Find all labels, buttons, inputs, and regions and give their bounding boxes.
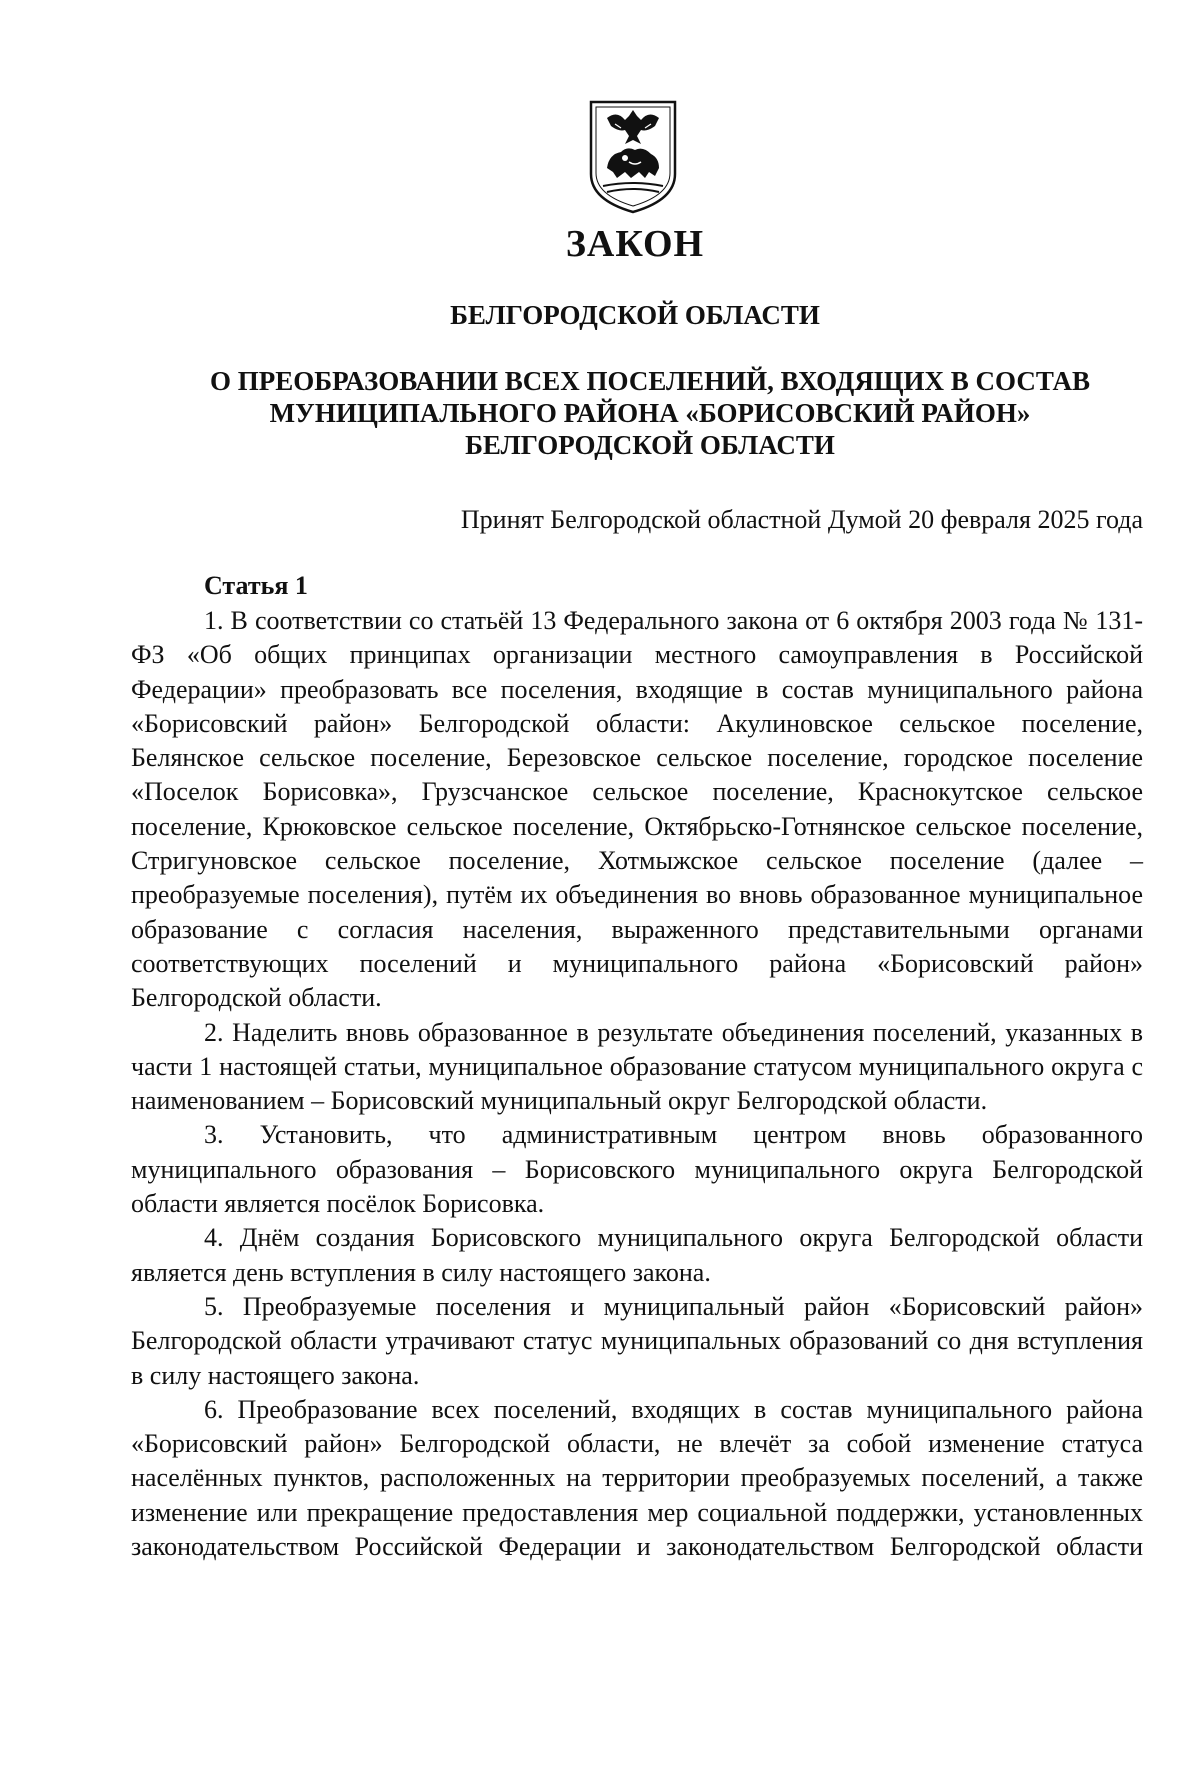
belgorod-coat-of-arms-icon: [585, 96, 681, 216]
document-title-line: О ПРЕОБРАЗОВАНИИ ВСЕХ ПОСЕЛЕНИЙ, ВХОДЯЩИХ В СОСТАВ: [209, 366, 1091, 396]
document-title-line: МУНИЦИПАЛЬНОГО РАЙОНА «БОРИСОВСКИЙ РАЙОН»: [269, 398, 1031, 428]
article-section: [131, 568, 1143, 1564]
article-paragraph: 6. Преобразование всех поселений, входящих в состав муниципального района «Борисовский район» Белгородской области, не влечёт за собой изменение статуса населённых пунктов, расположенных на территории преобразуемых поселений, а также изменение или прекращение предоставления мер социальной поддержки, установленных законодательством Российской Федерации и законодательством Белгородской области: [131, 1394, 1143, 1562]
article-paragraph: 5. Преобразуемые поселения и муниципальный район «Борисовский район» Белгородской области утрачивают статус муниципальных образований со дня вступления в силу настоящего закона.: [131, 1291, 1143, 1390]
article-paragraph: 3. Установить, что административным центром вновь образованного муниципального образования – Борисовского муниципального округа Белгородской области является посёлок Борисовка.: [131, 1120, 1143, 1219]
document-title: [150, 365, 1150, 461]
document-title-line: БЕЛГОРОДСКОЙ ОБЛАСТИ: [465, 430, 835, 460]
document-type: ЗАКОН: [565, 223, 705, 265]
article-heading: Статья 1: [204, 571, 308, 600]
adoption-note: Принят Белгородской областной Думой 20 февраля 2025 года: [460, 505, 1143, 534]
article-paragraph: 1. В соответствии со статьёй 13 Федерального закона от 6 октября 2003 года № 131-ФЗ «Об общих принципах организации местного самоуправления в Российской Федерации» преобразовать все поселения, входящие в состав муниципального района «Борисовский район» Белгородской области: Акулиновское сельское поселение, Белянское сельское поселение, Березовское сельское поселение, городское поселение «Поселок Борисовка», Грузсчанское сельское поселение, Краснокутское сельское поселение, Крюковское сельское поселение, Октябрьско-Готнянское сельское поселение, Стригуновское сельское поселение, Хотмыжское сельское поселение (далее – преобразуемые поселения), путём их объединения во вновь образованное муниципальное образование с согласия населения, выраженного представительными органами соответствующих поселений и муниципального района «Борисовский район» Белгородской области.: [131, 606, 1143, 1013]
document-region: БЕЛГОРОДСКОЙ ОБЛАСТИ: [450, 300, 820, 330]
article-paragraph: 4. Днём создания Борисовского муниципального округа Белгородской области является день вступления в силу настоящего закона.: [131, 1223, 1143, 1287]
article-paragraph: 2. Наделить вновь образованное в результате объединения поселений, указанных в части 1 настоящей статьи, муниципальное образование статусом муниципального округа с наименованием – Борисовский муниципальный округ Белгородской области.: [131, 1017, 1143, 1116]
